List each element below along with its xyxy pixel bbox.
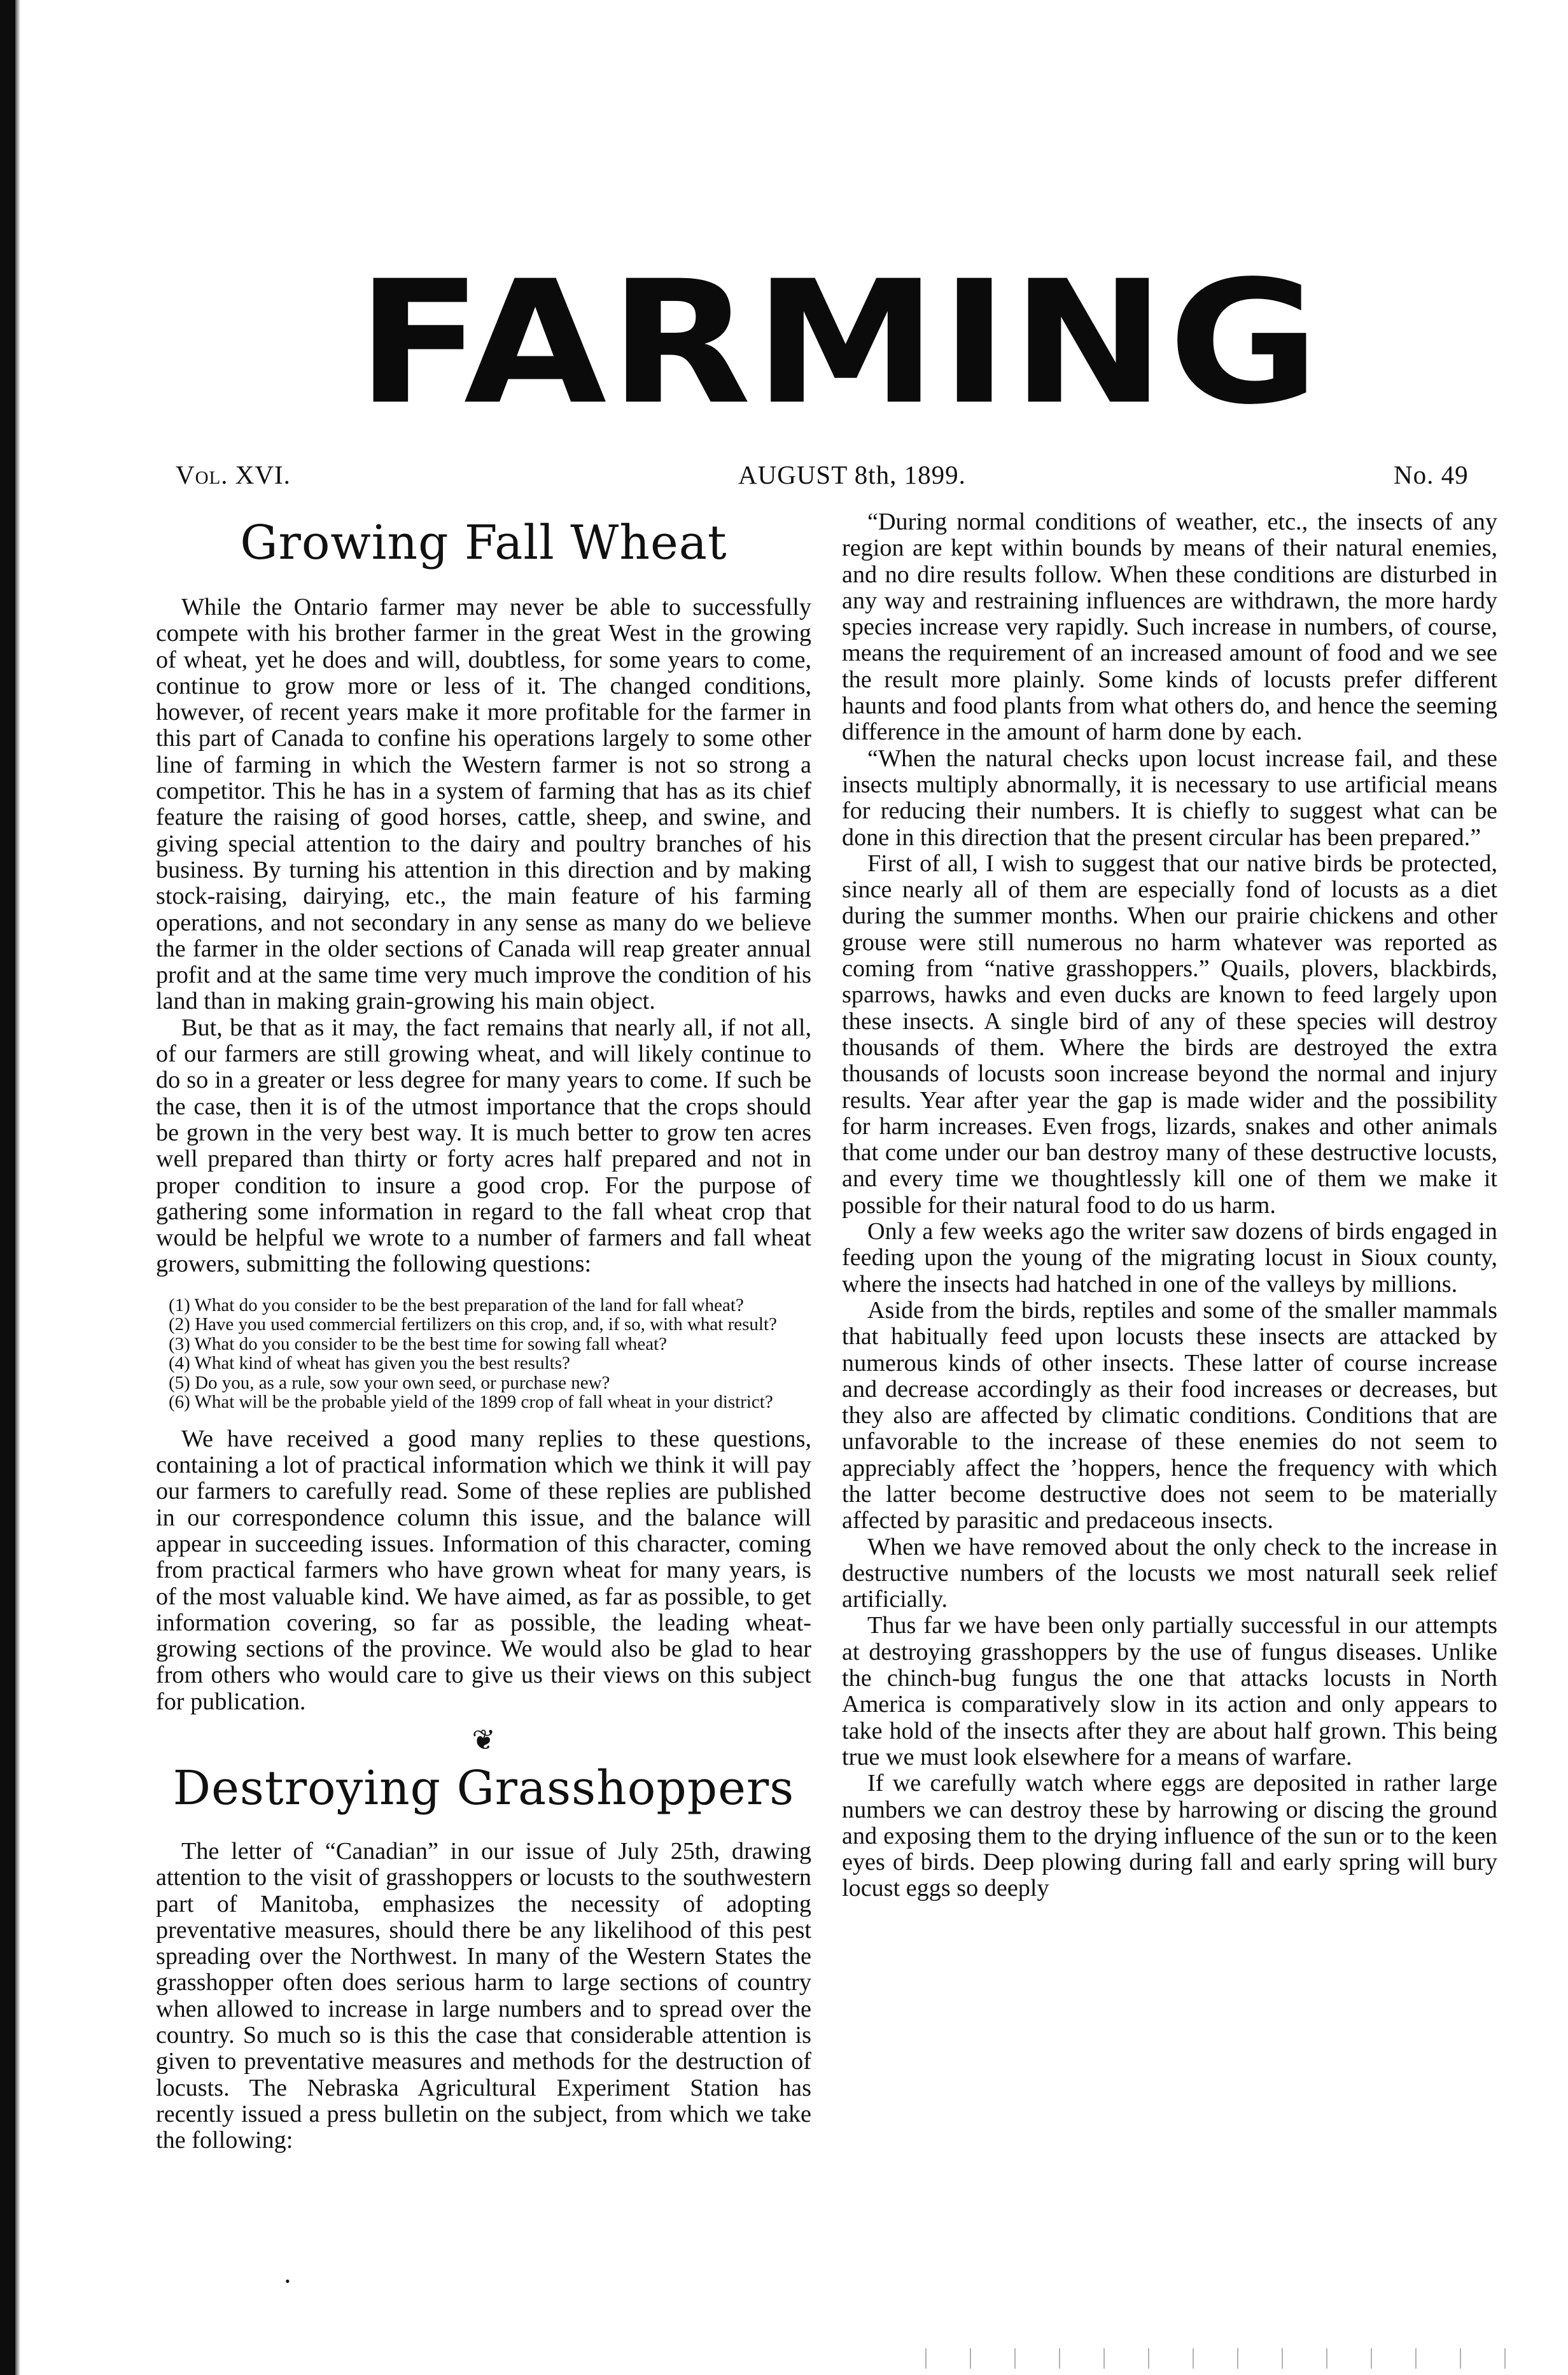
article-paragraph: But, be that as it may, the fact remains that nearly all, if not all, of our farmers are still growing wheat, and will likely continue to do so in a greater or less degree for many years to come. If such be the case, then it is of the utmost importance that the crops should be grown in the very best way. It is much better to grow ten acres well prepared than thirty or forty acres half prepared and not in proper condition to insure a good crop. For the purpose of gathering some information in regard to the fall wheat crop that would be helpful we wrote to a number of farmers and fall wheat growers, submitting the following questions: <box>156 1014 811 1278</box>
scan-noise <box>904 2348 1546 2369</box>
article-title-fall-wheat: Growing Fall Wheat <box>240 515 727 570</box>
article-paragraph: While the Ontario farmer may never be able to successfully compete with his brother farmer in the great West in the growing of wheat, yet he does and will, doubtless, for some years to come, continue to grow more or less of it. The changed conditions, however, of recent years make it more profitable for the farmer in this part of Canada to confine his operations largely to some other line of farming in which the Western farmer is not so strong a competitor. This he has in a system of farming that has as its chief feature the raising of good horses, cattle, sheep, and swine, and giving special attention to the dairy and poultry branches of his business. By turning his attention in this direction and by making stock-raising, dairying, etc., the main feature of his farming operations, and not secondary in any sense as many do we believe the farmer in the older sections of Canada will reap greater annual profit and at the same time very much improve the condition of his land than in making grain-growing his main object. <box>156 594 811 1015</box>
article-paragraph: The letter of “Canadian” in our issue of July 25th, drawing attention to the visit of grasshoppers or locusts to the southwestern part of Manitoba, emphasizes the necessity of adopting preventative measures, should there be any likelihood of this pest spreading over the Northwest. In many of the Western States the grasshopper often does serious harm to large sections of country when allowed to increase in large numbers and to spread over the country. So much so is this the case that considerable attention is given to preventative measures and methods for the destruction of locusts. The Nebraska Agricultural Experiment Station has recently issued a press bulletin on the subject, from which we take the following: <box>156 1837 811 2154</box>
binding-edge <box>0 0 15 2375</box>
article-paragraph: First of all, I wish to suggest that our native birds be protected, since nearly all of them are especially fond of locusts as a diet during the summer months. When our prairie chickens and other grouse were still numerous no harm whatever was reported as coming from “native grasshoppers.” Quails, plovers, blackbirds, sparrows, hawks and even ducks are known to feed largely upon these insects. A single bird of any of these species will destroy thousands of them. Where the birds are destroyed the extra thousands of locusts soon increase beyond the normal and injury results. Year after year the gap is made wider and the possibility for harm increases. Even frogs, lizards, snakes and other animals that come under our ban destroy many of these destructive locusts, and every time we thoughtlessly kill one of them we make it possible for their natural food to do us harm. <box>842 850 1497 1219</box>
question-item: (2) Have you used commercial fertilizers on this crop, and, if so, with what result? <box>169 1314 777 1335</box>
article-paragraph: Thus far we have been only partially successful in our attempts at destroying grasshoppers by the use of fungus diseases. Unlike the chinch-bug fungus the one that attacks locusts in North America is comparatively slow in its action and only appears to take hold of the insects after they are about half grown. This being true we must look elsewhere for a means of warfare. <box>842 1612 1497 1770</box>
article-paragraph: If we carefully watch where eggs are deposited in rather large numbers we can destroy these by harrowing or discing the ground and exposing them to the drying influence of the sun or to the keen eyes of birds. Deep plowing during fall and early spring will bury locust eggs so deeply <box>842 1770 1497 1902</box>
section-divider-ornament-icon: ❦ <box>472 1723 496 1756</box>
issue-volume-text: Vol. XVI. <box>176 460 291 489</box>
masthead-title: FARMING <box>356 244 1322 442</box>
article-paragraph: “When the natural checks upon locust increase fail, and these insects multiply abnormally, it is necessary to use artificial means for reducing their numbers. It is chiefly to suggest what can be done in this direction that the present circular has been prepared.” <box>842 745 1497 851</box>
article-paragraph: We have received a good many replies to these questions, containing a lot of practical information which we think it will pay our farmers to carefully read. Some of these replies are published in our correspondence column this issue, and the balance will appear in succeeding issues. Information of this character, coming from practical farmers who have grown wheat for many years, is of the most valuable kind. We have aimed, as far as possible, to get information covering, so far as possible, the leading wheat-growing sections of the province. We would also be glad to hear from others who would care to give us their views on this subject for publication. <box>156 1425 811 1715</box>
question-item: (4) What kind of wheat has given you the best results? <box>169 1353 570 1374</box>
question-item: (6) What will be the probable yield of the 1899 crop of fall wheat in your district? <box>169 1392 773 1413</box>
question-item: (3) What do you consider to be the best time for sowing fall wheat? <box>169 1333 668 1354</box>
article-paragraph: Aside from the birds, reptiles and some of the smaller mammals that habitually feed upon locusts these insects are attacked by numerous kinds of other insects. These latter of course increase and decrease accordingly as their food increases or decreases, but they also are affected by climatic conditions. Conditions that are unfavorable to the increase of these enemies do not seem to appreciably affect the ’hoppers, hence the frequency with which the latter become destructive does not seem to be materially affected by parasitic and predaceous insects. <box>842 1296 1497 1534</box>
article-title-grasshoppers: Destroying Grasshoppers <box>172 1760 795 1816</box>
issue-volume <box>176 459 291 490</box>
issue-number: No. 49 <box>1394 460 1469 489</box>
print-speck: • <box>285 2273 290 2289</box>
article-paragraph: When we have removed about the only check to the increase in destructive numbers of the locusts we most naturall seek relief artificially. <box>842 1533 1497 1613</box>
binding-shadow <box>15 0 20 2375</box>
article-paragraph: Only a few weeks ago the writer saw dozens of birds engaged in feeding upon the young of the migrating locust in Sioux county, where the insects had hatched in one of the valleys by millions. <box>842 1218 1497 1298</box>
right-column <box>842 509 1497 1902</box>
question-item: (1) What do you consider to be the best preparation of the land for fall wheat? <box>169 1294 744 1315</box>
issue-date: AUGUST 8th, 1899. <box>738 460 966 489</box>
article-paragraph: “During normal conditions of weather, etc., the insects of any region are kept within bounds by means of their natural enemies, and no dire results follow. When these conditions are disturbed in any way and restraining influences are withdrawn, the more hardy species increase very rapidly. Such increase in numbers, of course, means the requirement of an increased amount of food and we see the result more plainly. Some kinds of locusts prefer different haunts and food plants from what others do, and hence the seeming difference in the amount of harm done by each. <box>842 508 1497 746</box>
question-item: (5) Do you, as a rule, sow your own seed, or purchase new? <box>169 1372 610 1393</box>
questionnaire-list <box>156 1296 811 1412</box>
left-column <box>156 509 811 2154</box>
